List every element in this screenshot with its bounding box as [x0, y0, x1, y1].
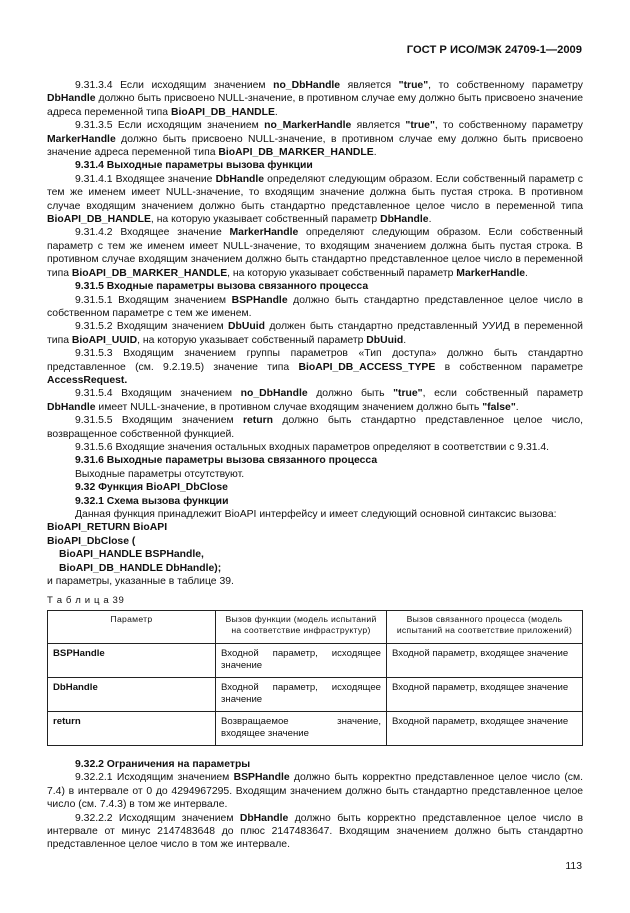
table-header-cell: Вызов связанного процесса (модель испытаний на соответствие приложений) — [387, 610, 583, 643]
paragraph — [47, 812, 583, 852]
bold-term: BSPHandle — [233, 772, 290, 784]
text-run: должно быть корректно представленное целое число (см. 7.4) в интервале от 0 до 4294967295. Входящим значением должно быть стандартно представленное целое число (см. 7.4.3) в том же интервале. — [47, 772, 583, 811]
table-cell: Входной параметр, входящее значение — [387, 678, 583, 712]
paragraph: 9.31.5.6 Входящие значения остальных входных параметров определяют в соответствии с 9.31.4. — [75, 441, 550, 453]
paragraph — [47, 347, 583, 387]
text-run: должно быть корректно представленное целое число в интервале от минус 2147483648 до плюс 2147483647. Входящим значением должно быть стандартно представленное целое число в том же интервале. — [47, 812, 583, 851]
paragraph — [47, 414, 583, 441]
table-row — [48, 712, 583, 746]
text-run: , на которую указывает собственный параметр — [137, 334, 367, 346]
text-run: имеет NULL-значение, в противном случае входящим значением должно быть — [95, 401, 483, 413]
text-run: 9.31.3.4 Если исходящим значением — [75, 80, 274, 91]
bold-term: MarkerHandle — [456, 267, 526, 279]
bold-term: BioAPI_DB_ACCESS_TYPE — [298, 361, 436, 373]
section-heading: 9.31.4 Выходные параметры вызова функции — [75, 160, 313, 172]
paragraph — [47, 226, 583, 280]
section-heading: 9.32.2 Ограничения на параметры — [75, 759, 251, 771]
bold-term: DbHandle — [239, 812, 289, 824]
text-run: является — [351, 120, 406, 132]
code-line: BioAPI_DB_HANDLE DbHandle); — [59, 562, 222, 574]
code-line: BioAPI_DbClose ( — [47, 535, 136, 547]
text-run: , то собственному параметру — [434, 120, 583, 132]
section-heading: 9.31.5 Входные параметры вызова связанного процесса — [75, 281, 369, 293]
table-caption: Т а б л и ц а 39 — [47, 595, 125, 607]
table-cell: return — [48, 712, 216, 746]
text-run: 9.31.5.3 Входящим значением группы параметров «Тип доступа» должно быть стандартно представленное (см. 9.2.19.5) значение типа — [47, 348, 583, 373]
paragraph: Выходные параметры отсутствуют. — [75, 468, 245, 480]
bold-term: BioAPI_DB_MARKER_HANDLE — [218, 147, 374, 159]
text-run: . — [515, 401, 519, 413]
paragraph — [47, 771, 583, 811]
text-run: должно быть стандартно представленное целое число, возвращенное собственной функцией. — [47, 415, 583, 440]
text-run: . — [428, 214, 432, 226]
text-run: . — [373, 147, 377, 159]
text-run: , на которую указывает собственный параметр — [227, 267, 457, 279]
text-run: 9.31.4.2 Входящее значение — [75, 227, 230, 239]
text-run: , на которую указывает собственный параметр — [150, 214, 381, 226]
bold-term: no_DbHandle — [273, 80, 341, 91]
table-cell: Входной параметр, входящее значение — [387, 712, 583, 746]
code-line: BioAPI_RETURN BioAPI — [47, 522, 168, 534]
text-run: должно быть присвоено NULL-значение, в противном случае ему должно быть присвоено значение адреса переменной типа — [47, 93, 583, 118]
page-body — [47, 79, 583, 852]
bold-term: MarkerHandle — [47, 133, 116, 145]
text-run: . — [274, 106, 278, 118]
text-run: 9.31.5.1 Входящим значением — [75, 294, 232, 306]
text-run: 9.32.2.2 Исходящим значением — [75, 812, 240, 824]
paragraph — [47, 387, 583, 414]
bold-term: "true" — [398, 80, 429, 91]
text-run: является — [340, 80, 399, 91]
table-cell: DbHandle — [48, 678, 216, 712]
text-run: должно быть стандартно представленное целое число в собственном параметре с тем же именем. — [47, 294, 583, 319]
bold-term: "true" — [393, 388, 423, 400]
table-cell: Возвращаемое значение, входящее значение — [216, 712, 387, 746]
text-run: , то собственному параметру — [428, 80, 583, 91]
text-run: должно быть — [307, 388, 394, 400]
table-cell: Входной параметр, входящее значение — [387, 644, 583, 678]
text-run: определяют следующим образом. Если собственный параметр с тем же именем имеет NULL-значение, то входящим значением должна быть пустая строка. В противном случае входящим значением должно быть стандартно представленное целое число в переменной типа — [47, 227, 583, 279]
section-heading: 9.31.6 Выходные параметры вызова связанного процесса — [75, 455, 378, 467]
text-run: определяют следующим образом. Если собственный параметр с тем же именем имеет NULL-значение, то входящим значение должна быть пустая строка. В противном случае входящим значением должно быть стандартно представленное целое число в переменной типа — [47, 173, 583, 212]
text-run: в собственном параметре — [435, 361, 583, 373]
bold-term: BioAPI_DB_HANDLE — [47, 214, 151, 226]
text-run: 9.31.3.5 Если исходящим значением — [75, 120, 265, 132]
page-number: 113 — [565, 861, 582, 872]
text-run: должно быть присвоено NULL-значение, в противном случае ему должно быть присвоено значение адреса переменной типа — [47, 133, 583, 159]
section-heading: 9.32.1 Схема вызова функции — [75, 495, 229, 507]
table-cell: Входной параметр, исходящее значение — [216, 644, 387, 678]
text-run: 9.31.5.5 Входящим значением — [75, 415, 243, 427]
paragraph — [47, 173, 583, 227]
bold-term: DbHandle — [215, 173, 265, 185]
text-run: , если собственный параметр — [422, 388, 583, 400]
text-run: 9.31.4.1 Входящее значение — [75, 173, 216, 185]
paragraph — [47, 320, 583, 347]
paragraph: Данная функция принадлежит BioAPI интерфейсу и имеет следующий основной синтаксис вызова: — [75, 509, 557, 520]
text-run: 9.32.2.1 Исходящим значением — [75, 772, 234, 784]
bold-term: return — [242, 415, 274, 427]
table-row — [48, 644, 583, 678]
bold-term: DbHandle — [47, 93, 96, 105]
text-run: 9.31.5.2 Входящим значением — [75, 321, 229, 333]
section-heading: 9.32 Функция BioAPI_DbClose — [75, 482, 228, 494]
bold-term: AccessRequest. — [47, 374, 128, 386]
paragraph — [47, 79, 583, 119]
table-cell: Входной параметр, исходящее значение — [216, 678, 387, 712]
paragraph: и параметры, указанные в таблице 39. — [47, 576, 234, 588]
paragraph — [47, 294, 583, 321]
text-run: . — [403, 334, 407, 346]
table-header-cell: Параметр — [48, 610, 216, 643]
text-run: . — [525, 267, 528, 279]
text-run: должен быть стандартно представленный УУИД в переменной типа — [47, 321, 583, 346]
bold-term: no_DbHandle — [240, 388, 308, 400]
table-row — [48, 678, 583, 712]
bold-term: BioAPI_DB_MARKER_HANDLE — [71, 267, 228, 279]
bold-term: no_MarkerHandle — [264, 120, 352, 132]
bold-term: "true" — [405, 120, 435, 132]
standard-header: ГОСТ Р ИСО/МЭК 24709-1—2009 — [406, 44, 582, 56]
paragraph — [47, 119, 583, 159]
bold-term: BioAPI_DB_HANDLE — [170, 106, 275, 118]
table-cell: BSPHandle — [48, 644, 216, 678]
bold-term: DbUuid — [228, 321, 265, 333]
code-line: BioAPI_HANDLE BSPHandle, — [59, 549, 204, 561]
text-run: 9.31.5.4 Входящим значением — [75, 388, 241, 400]
bold-term: "false" — [482, 401, 516, 413]
bold-term: DbHandle — [380, 214, 429, 226]
bold-term: BioAPI_UUID — [71, 334, 138, 346]
parameters-table — [47, 610, 583, 746]
table-header-cell: Вызов функции (модель испытаний на соответствие инфраструктур) — [216, 610, 387, 643]
bold-term: DbUuid — [366, 334, 404, 346]
bold-term: DbHandle — [47, 401, 96, 413]
bold-term: MarkerHandle — [229, 227, 299, 239]
table-header-row — [48, 610, 583, 643]
bold-term: BSPHandle — [231, 294, 288, 306]
